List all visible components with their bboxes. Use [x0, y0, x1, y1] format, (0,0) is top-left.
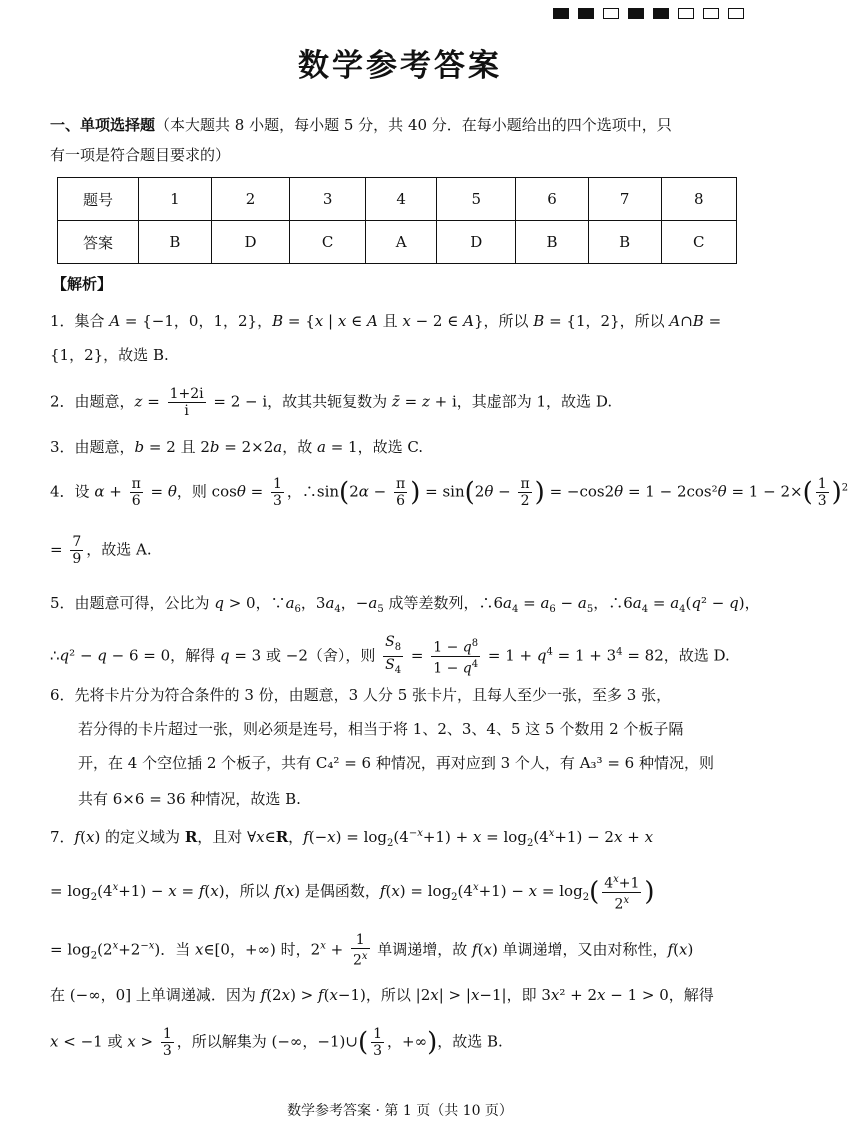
table-cell: B [139, 221, 212, 264]
solution-6-line-4: 共有 6×6 = 36 种情况，故选 B. [78, 790, 301, 808]
page-title: 数学参考答案 [298, 48, 502, 84]
table-row [58, 221, 737, 264]
header-mark [578, 8, 594, 19]
analysis-label: 【解析】 [52, 275, 113, 293]
section-title: 一、单项选择题 [50, 116, 156, 134]
solution-2: 2．由题意，z = $\frac{1+2i}{i}$ = 2 − i，故其共轭复数为 z̄ = z + i，其虚部为 1，故选 D. [50, 386, 613, 419]
table-cell: 6 [516, 178, 589, 221]
table-cell: 答案 [58, 221, 139, 264]
solution-4: 4．设 α + $\frac{\pi}{6}$ = θ，则 cosθ = $\frac{1}{3}$ ，∴sin(2α − $\frac{\pi}{6}$ ) = sin(2θ − $\frac{\pi}{2}$ ) = −cos2θ = 1 − 2cos²θ = 1 − 2×( $\frac{1}{3}$ )$^2$ [50, 476, 848, 509]
header-marks [553, 8, 744, 19]
table-cell: B [516, 221, 589, 264]
table-cell: 3 [290, 178, 365, 221]
header-mark [728, 8, 744, 19]
solution-5-cont: ∴q² − q − 6 = 0，解得 q = 3 或 −2（舍），则 $\frac{S_8}{S_4}$ = $\frac{1 - q^8}{1 - q^4}$ = $1 + q^4 = 1 + 3^4 = 82$，故选 D. [50, 634, 730, 677]
table-cell: 题号 [58, 178, 139, 221]
answer-table [57, 177, 737, 264]
solution-7-cont-4: x < −1 或 x > $\frac{1}{3}$ ，所以解集为 (−∞，−1)∪( $\frac{1}{3}$ ，+∞)，故选 B. [50, 1026, 503, 1059]
solution-1: 1．集合 A = {−1，0，1，2}，B = {x | x ∈ A 且 x − 2 ∈ A}，所以 B = {1，2}，所以 A∩B = [50, 312, 722, 330]
header-mark [703, 8, 719, 19]
solution-5: 5．由题意可得，公比为 q > 0，$\because a_6$，$3a_4$，$-a_5$ 成等差数列，$\therefore 6a_4 = a_6 - a_5$，$\therefore 6a_4 = a_4(q^2 - q)$， [50, 594, 760, 615]
table-row [58, 178, 737, 221]
table-cell: A [365, 221, 437, 264]
table-cell: B [588, 221, 661, 264]
header-mark [603, 8, 619, 19]
page-footer: 数学参考答案 · 第 1 页（共 10 页） [287, 1103, 513, 1119]
table-cell: 5 [437, 178, 516, 221]
solution-3: 3．由题意，b = 2 且 2b = 2×2a，故 a = 1，故选 C. [50, 438, 424, 456]
solution-6-line-3: 开，在 4 个空位插 2 个板子，共有 C₄² = 6 种情况，再对应到 3 个人，有 A₃³ = 6 种情况，则 [78, 754, 714, 772]
table-cell: C [661, 221, 736, 264]
section-desc: （本大题共 8 小题，每小题 5 分，共 40 分．在每小题给出的四个选项中，只 [155, 116, 672, 134]
header-mark [653, 8, 669, 19]
solution-6-line-2: 若分得的卡片超过一张，则必须是连号，相当于将 1、2、3、4、5 这 5 个数用 2 个板子隔 [78, 720, 684, 738]
table-cell: 7 [588, 178, 661, 221]
solution-7-cont-2: = $\log_2(2^x+2^{-x})$．当 x∈[0，+∞) 时，$2^x$ + $\frac{1}{2^x}$ 单调递增，故 f(x) 单调递增，又由对称性，f(x) [50, 932, 694, 969]
table-cell: C [290, 221, 365, 264]
section-heading [50, 110, 750, 170]
solution-4-cont: = $\frac{7}{9}$ ，故选 A. [50, 534, 152, 567]
header-mark [553, 8, 569, 19]
table-cell: 2 [211, 178, 290, 221]
section-desc-2: 有一项是符合题目要求的） [50, 146, 231, 164]
table-cell: 8 [661, 178, 736, 221]
solution-7-cont-3: 在 (−∞，0] 上单调递减．因为 f(2x) > f(x−1)，所以 |2x| > |x−1|，即 3x² + 2x − 1 > 0，解得 [50, 986, 714, 1004]
table-cell: D [437, 221, 516, 264]
solution-7-cont-1: = $\log_2(4^x+1) - x = f(x)$，所以 f(x) 是偶函数，$f(x) = \log_2(4^x+1) - x = \log_2$( $\frac{4^x+1}{2^x}$ ) [50, 874, 655, 913]
solution-7: 7．f(x) 的定义域为 R，且对 ∀x∈R，$f(-x) = \log_2(4^{-x}+1) + x = \log_2(4^x+1) - 2x + x$ [50, 828, 654, 849]
solution-1-cont: {1，2}，故选 B. [50, 346, 169, 364]
table-cell: 1 [139, 178, 212, 221]
header-mark [678, 8, 694, 19]
header-mark [628, 8, 644, 19]
table-cell: D [211, 221, 290, 264]
solution-6-line-1: 6．先将卡片分为符合条件的 3 份，由题意，3 人分 5 张卡片，且每人至少一张，至多 3 张， [50, 686, 672, 704]
table-cell: 4 [365, 178, 437, 221]
